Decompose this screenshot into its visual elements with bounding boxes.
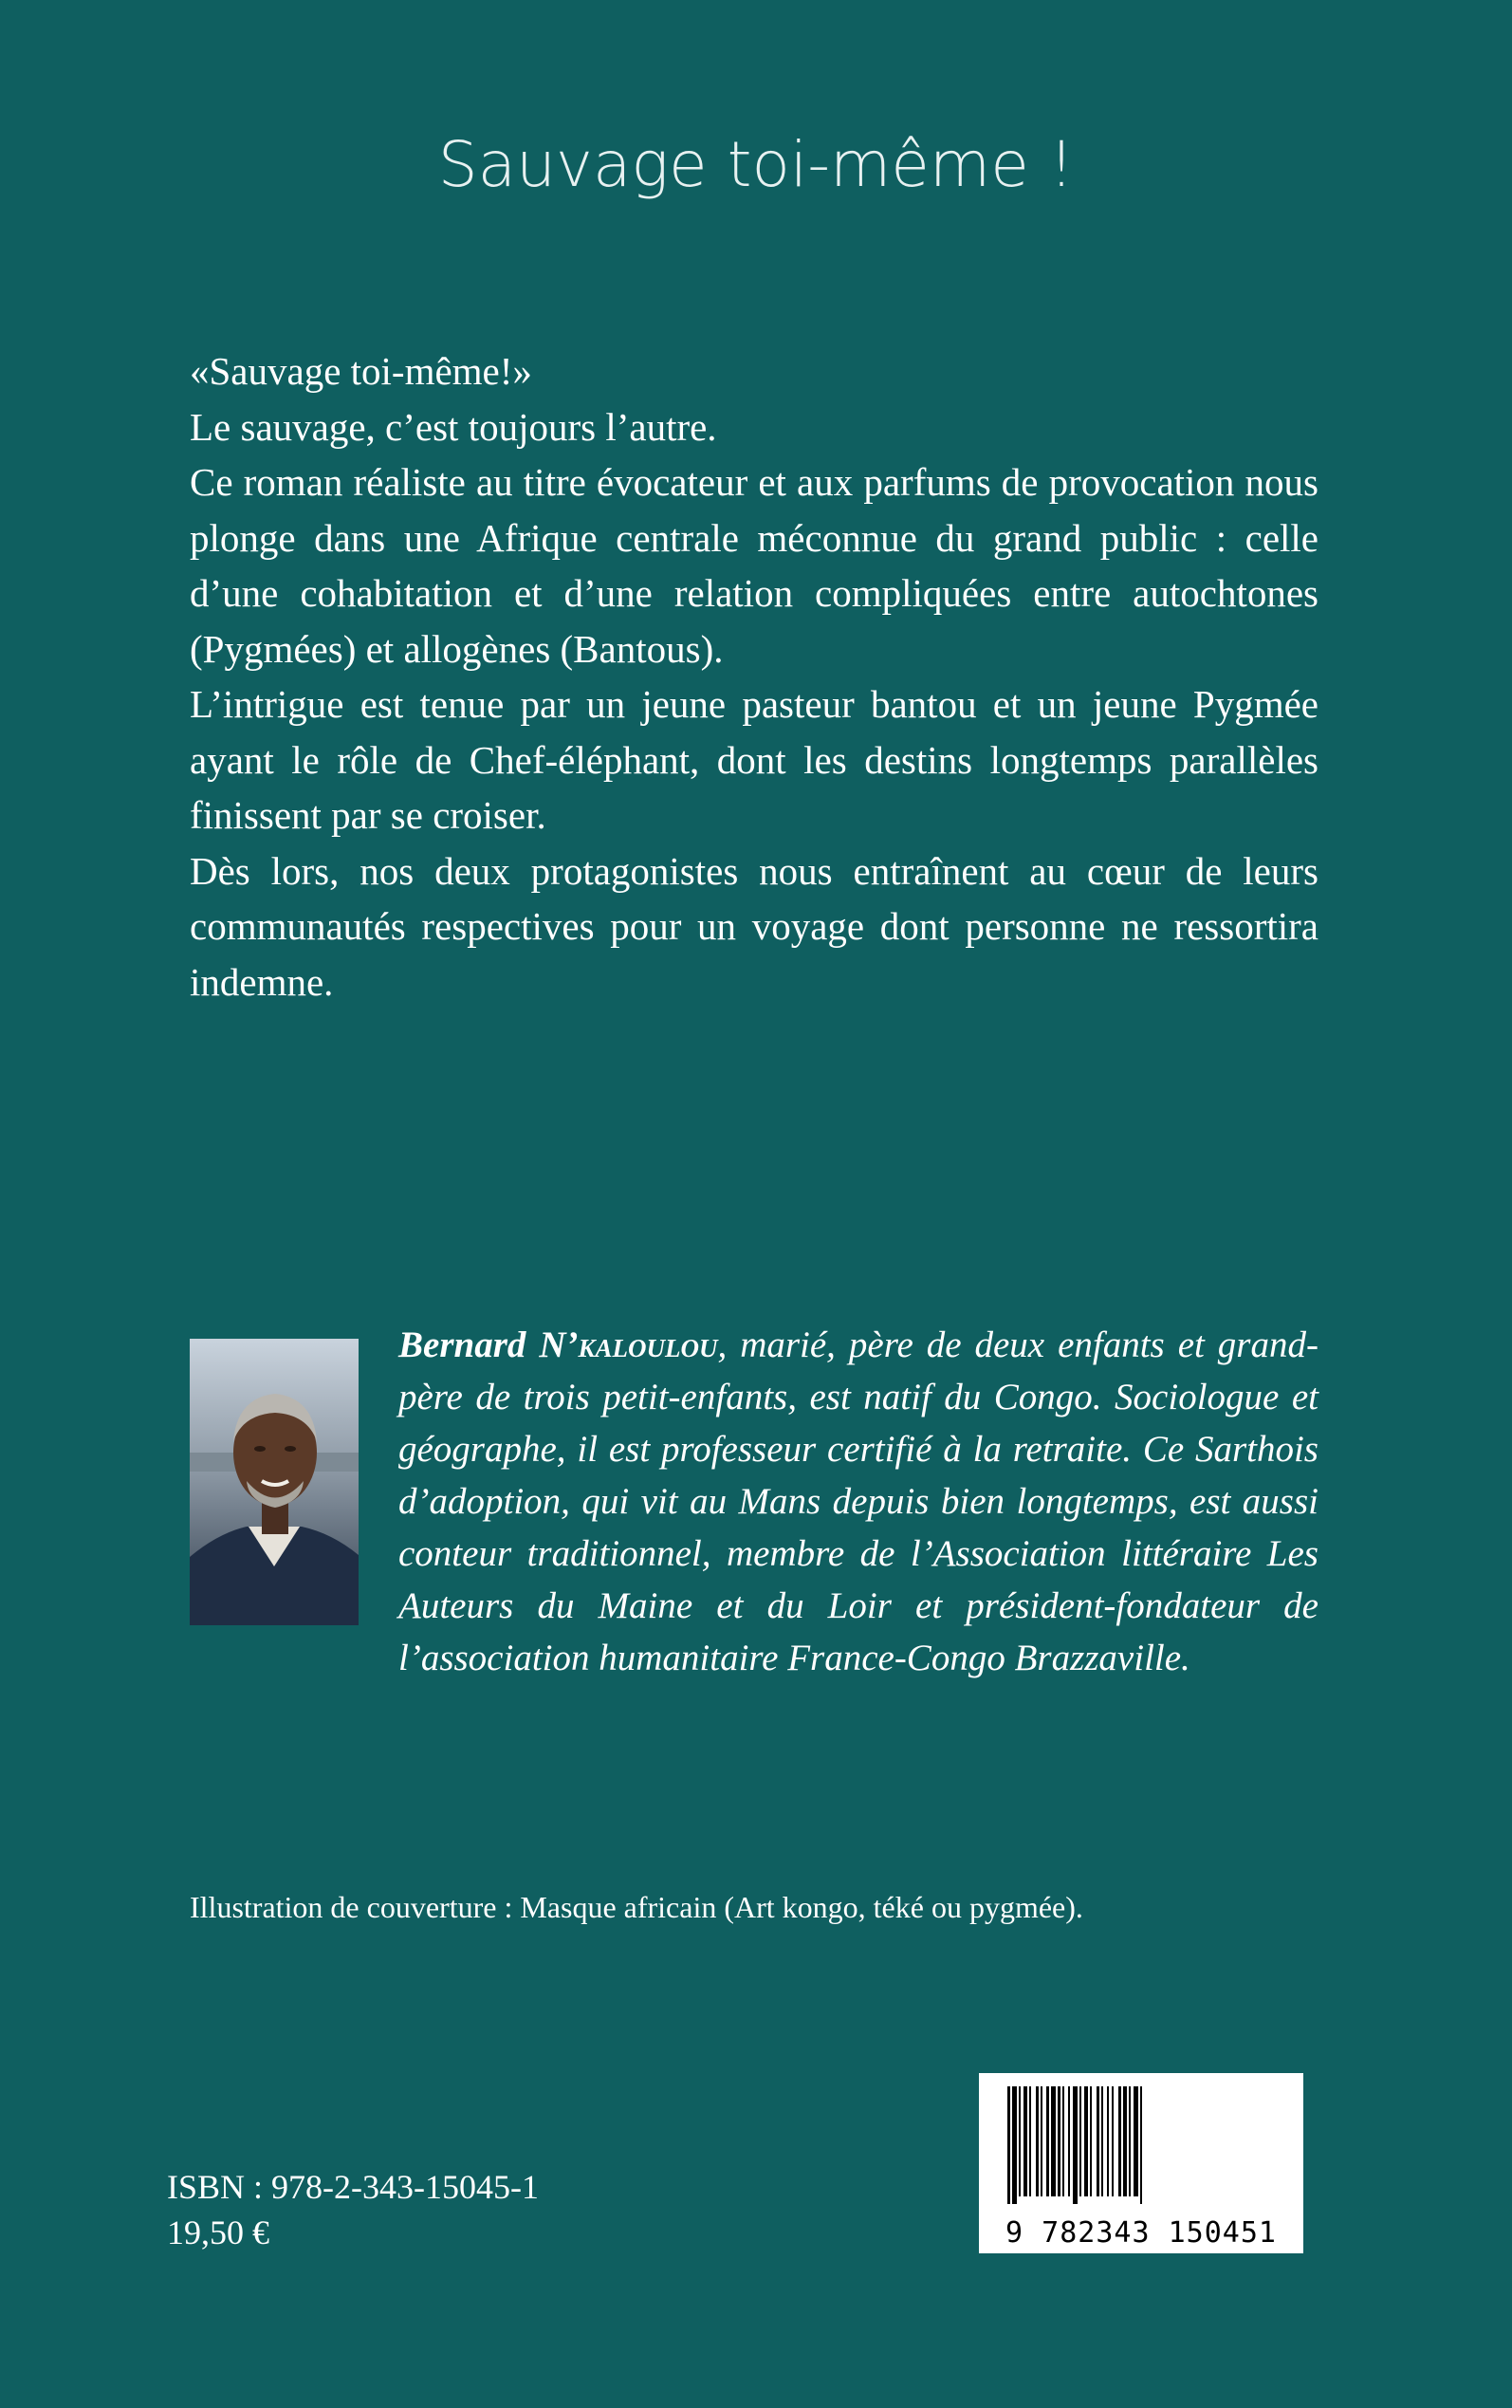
- barcode-bar: [1046, 2086, 1049, 2196]
- barcode-bar: [1090, 2086, 1092, 2196]
- barcode-bar: [1084, 2086, 1088, 2196]
- barcode-bar: [1118, 2086, 1121, 2196]
- barcode-bars: [979, 2073, 1303, 2215]
- barcode-bar: [1107, 2086, 1109, 2196]
- barcode-bar: [1097, 2086, 1099, 2196]
- barcode-bar: [1051, 2086, 1056, 2196]
- author-last-name: kaloulou: [578, 1324, 718, 1365]
- barcode-bar: [1062, 2086, 1064, 2196]
- blurb-paragraph: Le sauvage, c’est toujours l’autre.: [190, 404, 717, 449]
- back-cover-blurb: [190, 343, 1318, 1010]
- author-bio-text: , marié, père de deux enfants et grand-père de trois petit-enfants, est natif du Congo. Sociologue et géographe, il est professeur certifié à la retraite. Ce Sarthois d’adoption, qui vit au Mans depuis bien longtemps, est aussi conteur traditionnel, membre de l’Association littéraire Les Auteurs du Maine et du Loir et président-fondateur de l’association humanitaire France-Congo Brazzaville.: [398, 1324, 1318, 1678]
- barcode-bar: [1012, 2086, 1017, 2204]
- blurb-paragraph: L’intrigue est tenue par un jeune pasteur bantou et un jeune Pygmée ayant le rôle de Chef-éléphant, dont les destins longtemps parallèles finissent par se croiser.: [190, 682, 1318, 837]
- price: 19,50 €: [167, 2214, 269, 2251]
- barcode-bar: [1134, 2086, 1138, 2196]
- barcode-bar: [1058, 2086, 1060, 2196]
- blurb-paragraph: «Sauvage toi-même!»: [190, 349, 532, 393]
- blurb-paragraph: Dès lors, nos deux protagonistes nous entraînent au cœur de leurs communautés respectives pour un voyage dont personne ne ressortira indemne.: [190, 848, 1318, 1004]
- barcode-bar: [1029, 2086, 1031, 2196]
- barcode-bar: [1140, 2086, 1142, 2204]
- barcode-bar: [1079, 2086, 1081, 2196]
- barcode-bar: [1007, 2086, 1010, 2204]
- barcode-bar: [1129, 2086, 1131, 2196]
- barcode: [979, 2073, 1303, 2253]
- blurb-paragraph: Ce roman réaliste au titre évocateur et aux parfums de provocation nous plonge dans une Afrique centrale méconnue du grand public : celle d’une cohabitation et d’une relation compliquées entre autochtones (Pygmées) et allogènes (Bantous).: [190, 460, 1318, 671]
- barcode-bar: [1073, 2086, 1078, 2204]
- author-bio: [398, 1319, 1318, 1684]
- barcode-bar: [1123, 2086, 1127, 2196]
- cover-illustration-credit: Illustration de couverture : Masque africain (Art kongo, téké ou pygmée).: [190, 1890, 1083, 1924]
- barcode-bar: [1112, 2086, 1114, 2196]
- author-first-name: Bernard N’: [398, 1324, 579, 1365]
- book-title: Sauvage toi-même !: [437, 128, 1075, 201]
- isbn: ISBN : 978-2-343-15045-1: [167, 2168, 539, 2206]
- barcode-bar: [1019, 2086, 1021, 2196]
- barcode-bar: [1041, 2086, 1042, 2196]
- barcode-bar: [1036, 2086, 1039, 2196]
- barcode-bar: [1023, 2086, 1027, 2196]
- author-photo: [190, 1339, 359, 1625]
- barcode-bar: [1068, 2086, 1070, 2196]
- barcode-digits: 9 782343 150451: [1005, 2216, 1277, 2250]
- author-section: [190, 1319, 1318, 1698]
- barcode-bar: [1101, 2086, 1103, 2196]
- author-portrait-image: [190, 1339, 359, 1625]
